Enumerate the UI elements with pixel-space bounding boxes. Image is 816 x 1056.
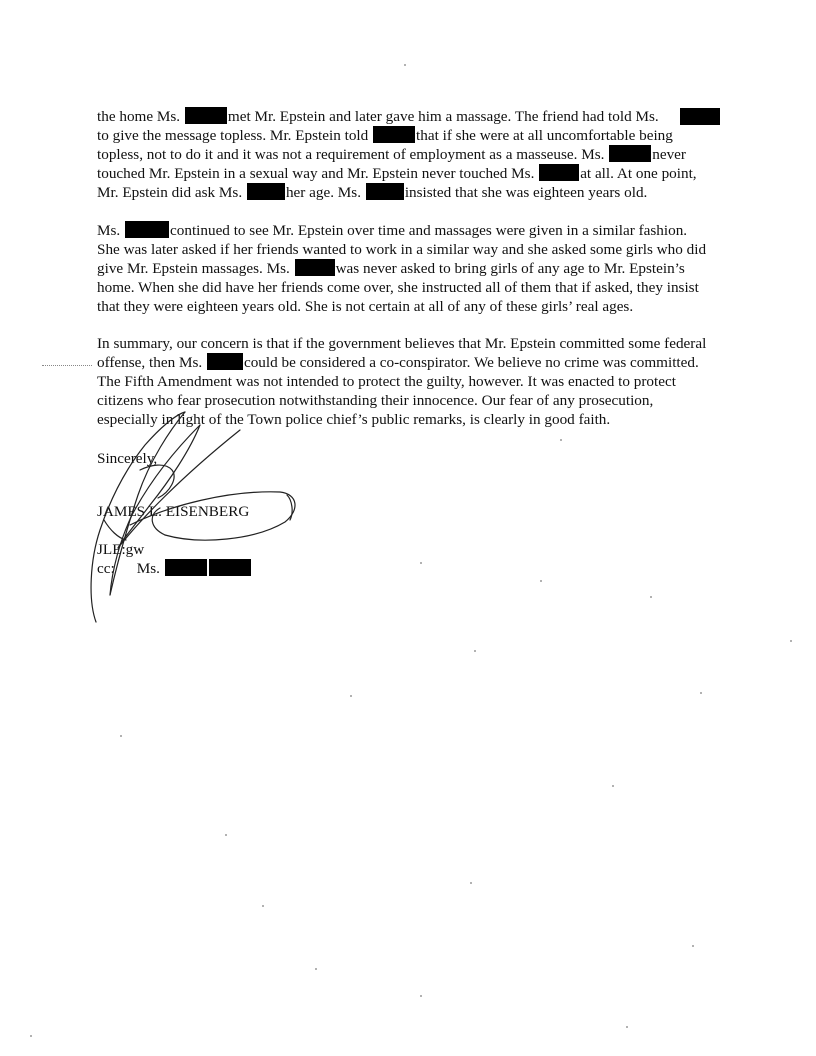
paragraph-1 [97,107,719,202]
redaction-box [373,126,415,143]
redaction-box [207,353,243,370]
redaction-box [295,259,335,276]
text-line: home. When she did have her friends come over, she instructed all of them that if asked, they insist [97,279,699,296]
redaction-box [209,559,251,576]
redaction-box [539,164,579,181]
text-line: The Fifth Amendment was not intended to protect the guilty, however. It was enacted to protect [97,373,676,390]
text-line: She was later asked if her friends wanted to work in a similar way and she asked some girls who did [97,241,707,258]
scan-speck [650,596,652,598]
signer-name: JAMES L. EISENBERG [97,503,250,520]
text-line: In summary, our concern is that if the government believes that Mr. Epstein committed some federal [97,335,707,352]
text-line: give Mr. Epstein massages. Ms. was never asked to bring girls of any age to Mr. Epstein’s [97,260,685,277]
scan-speck [612,785,614,787]
text-line: topless, not to do it and it was not a requirement of employment as a masseuse. Ms. never [97,146,686,163]
scan-speck [420,562,422,564]
scan-speck [790,640,792,642]
scan-speck [626,1026,628,1028]
text-line: the home Ms. met Mr. Epstein and later gave him a massage. The friend had told Ms. [97,107,719,126]
cc-name: Ms. [136,560,164,577]
redaction-box [185,107,227,124]
scan-speck [700,692,702,694]
text-line: to give the message topless. Mr. Epstein told that if she were at all uncomfortable being [97,127,673,144]
scan-speck [540,580,542,582]
salutation: Sincerely, [97,450,158,467]
typist-initials: JLE:gw [97,541,145,558]
text-line: touched Mr. Epstein in a sexual way and Mr. Epstein never touched Ms. at all. At one point, [97,165,697,182]
text-line: citizens who fear prosecution notwithstanding their innocence. Our fear of any prosecution, [97,392,654,409]
paragraph-3 [97,334,719,429]
text-line: offense, then Ms. could be considered a co-conspirator. We believe no crime was committed. [97,354,699,371]
scan-speck [315,968,317,970]
redaction-box [680,108,720,125]
scan-speck [474,650,476,652]
cc-label: cc: [97,560,115,577]
scan-speck [350,695,352,697]
redaction-box [609,145,651,162]
scan-speck [225,834,227,836]
text-line: especially in light of the Town police chief’s public remarks, is clearly in good faith. [97,411,611,428]
paragraph-2 [97,221,719,316]
scan-speck [120,735,122,737]
redaction-box [366,183,404,200]
redaction-box [247,183,285,200]
text-line: Ms. continued to see Mr. Epstein over time and massages were given in a similar fashion. [97,222,688,239]
scan-speck [470,882,472,884]
scan-speck [404,64,406,66]
text-line: Mr. Epstein did ask Ms. her age. Ms. insisted that she was eighteen years old. [97,184,648,201]
scan-speck [262,905,264,907]
redaction-box [165,559,207,576]
text-line: that they were eighteen years old. She is not certain at all of any of these girls’ real ages. [97,298,634,315]
margin-mark [42,365,92,369]
redaction-box [125,221,169,238]
scan-speck [560,439,562,441]
scan-speck [692,945,694,947]
scan-speck [420,995,422,997]
scan-speck [30,1035,32,1037]
cc-line [97,559,252,578]
